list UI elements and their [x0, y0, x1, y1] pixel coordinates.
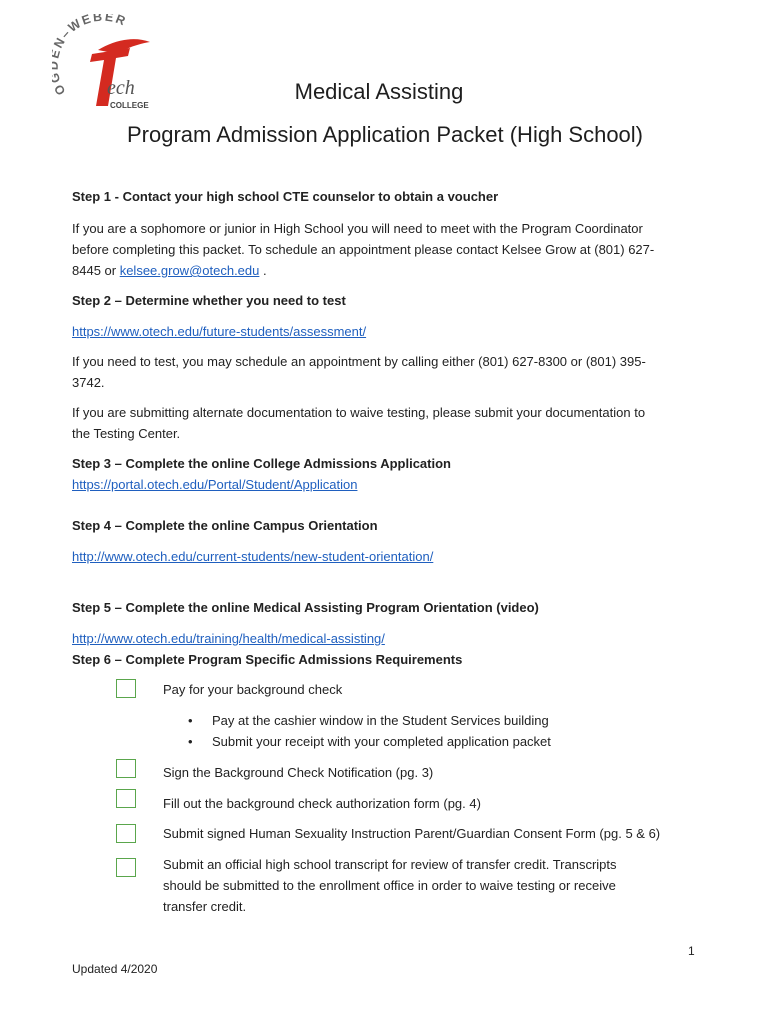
step5-heading: Step 5 – Complete the online Medical Assisting Program Orientation (video): [72, 600, 539, 615]
step1-body-line1: If you are a sophomore or junior in High School you will need to meet with the Program Coordinator: [72, 221, 643, 236]
step1-body-line2: before completing this packet. To schedule an appointment please contact Kelsee Grow at (801) 627-: [72, 242, 655, 257]
checkbox-transcript[interactable]: [116, 858, 136, 877]
step2-para1-line1: If you need to test, you may schedule an appointment by calling either (801) 627-8300 or (801) 395-: [72, 354, 646, 369]
sub-bullet-text: Pay at the cashier window in the Student Services building: [212, 713, 549, 728]
step2-link-row: [72, 321, 702, 342]
step1-body-line3: [72, 260, 702, 281]
step2-para2-line2: the Testing Center.: [72, 426, 181, 441]
step1-body-prefix: 8445 or: [72, 263, 120, 278]
logo-college-text: COLLEGE: [110, 101, 149, 110]
checkbox-background-notification[interactable]: [116, 759, 136, 778]
sub-bullet-item: [188, 710, 549, 731]
sub-bullet-text: Submit your receipt with your completed application packet: [212, 734, 551, 749]
bullet-glyph: •: [188, 713, 193, 728]
checklist-item-label: Sign the Background Check Notification (pg. 3): [163, 765, 434, 780]
application-portal-link[interactable]: https://portal.otech.edu/Portal/Student/Application: [72, 477, 358, 492]
step4-heading: Step 4 – Complete the online Campus Orientation: [72, 518, 378, 533]
step2-para2-line1: If you are submitting alternate documentation to waive testing, please submit your documentation to: [72, 405, 646, 420]
checkbox-background-check[interactable]: [116, 679, 136, 698]
title-line-2: Program Admission Application Packet (High School): [126, 122, 644, 147]
medical-assisting-link[interactable]: http://www.otech.edu/training/health/medical-assisting/: [72, 631, 385, 646]
step3-heading: Step 3 – Complete the online College Admissions Application: [72, 456, 451, 471]
checklist-item-line: Submit an official high school transcript for review of transfer credit. Transcripts: [163, 857, 617, 872]
logo-ech-text: ech: [107, 77, 135, 99]
step2-heading: Step 2 – Determine whether you need to test: [72, 293, 346, 308]
logo-arc-text: O N–WEBER: [52, 14, 130, 98]
updated-date: Updated 4/2020: [72, 962, 158, 976]
sub-bullet-item: [188, 731, 551, 752]
step1-heading: Step 1 - Contact your high school CTE counselor to obtain a voucher: [72, 189, 499, 204]
coordinator-email-link[interactable]: kelsee.grow@otech.edu: [119, 263, 260, 278]
checklist-item-label: Submit signed Human Sexuality Instruction Parent/Guardian Consent Form (pg. 5 & 6): [163, 826, 661, 841]
assessment-link[interactable]: https://www.otech.edu/future-students/assessment/: [72, 324, 367, 339]
checkbox-consent-form[interactable]: [116, 824, 136, 843]
step4-link-row: [72, 546, 702, 567]
title-line-1: Medical Assisting: [294, 79, 464, 104]
checkbox-authorization-form[interactable]: [116, 789, 136, 808]
step5-link-row: [72, 628, 702, 649]
bullet-glyph: •: [188, 734, 193, 749]
checklist-item-label: Pay for your background check: [163, 682, 343, 697]
orientation-link[interactable]: http://www.otech.edu/current-students/new-student-orientation/: [72, 549, 434, 564]
checklist-item-line: should be submitted to the enrollment office in order to waive testing or receive: [163, 878, 616, 893]
checklist-item-line: transfer credit.: [163, 899, 247, 914]
step3-link-row: [72, 474, 702, 495]
step6-heading: Step 6 – Complete Program Specific Admissions Requirements: [72, 652, 463, 667]
page-number: 1: [688, 944, 695, 958]
checklist-item-label: Fill out the background check authorization form (pg. 4): [163, 796, 481, 811]
step2-para1-line2: 3742.: [72, 375, 105, 390]
step1-body-suffix: .: [259, 263, 267, 278]
